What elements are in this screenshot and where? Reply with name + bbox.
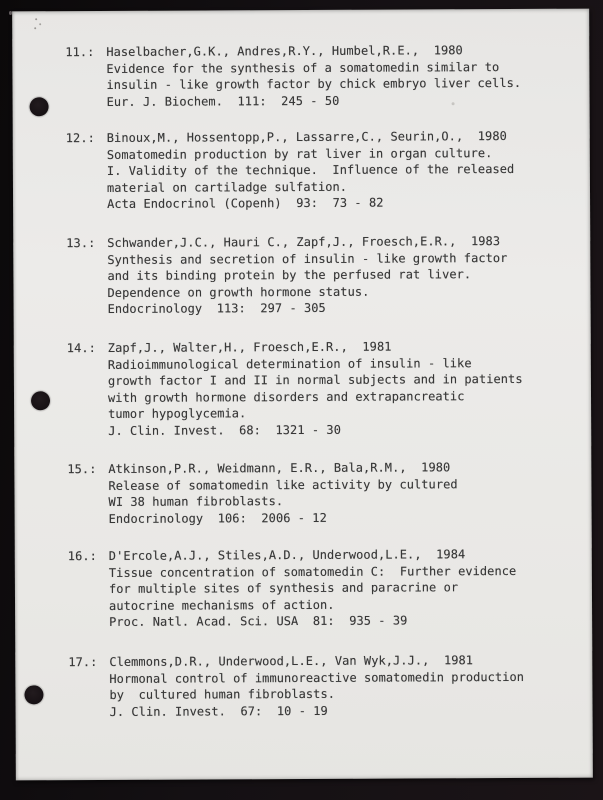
document-page (12, 9, 593, 781)
reference-number: 14.: (66, 341, 96, 356)
reference-line: Radioimmunological determination of insulin - like (107, 355, 472, 372)
reference-number: 16.: (67, 549, 97, 564)
reference-line: growth factor I and II in normal subjects and in patients (107, 371, 523, 388)
reference-line: Endocrinology 106: 2006 - 12 (108, 510, 327, 526)
reference-line: Binoux,M., Hossentopp,P., Lassarre,C., Seurin,O., 1980 (106, 128, 507, 145)
reference-text (109, 652, 524, 720)
reference-line: for multiple sites of synthesis and paracrine or (108, 580, 459, 596)
reference-line: Synthesis and secretion of insulin - like growth factor (107, 250, 508, 267)
reference-text (108, 338, 523, 439)
reference-line: Haselbacher,G.K., Andres,R.Y., Humbel,R.E., 1980 (106, 43, 463, 59)
reference-line: Somatomedin production by rat liver in organ culture. (106, 145, 493, 162)
reference-item (67, 459, 458, 527)
reference-line: Atkinson,P.R., Weidmann, E.R., Bala,R.M., 1980 (108, 460, 451, 476)
reference-line: WI 38 human fibroblasts. (108, 494, 284, 509)
reference-line: Dependence on growth hormone status. (107, 284, 370, 300)
reference-text (106, 42, 521, 110)
reference-line: Schwander,J.C., Hauri C., Zapf,J., Froesch,E.R., 1983 (107, 234, 501, 250)
reference-line: Endocrinology 113: 297 - 305 (107, 300, 326, 316)
reference-text (107, 233, 508, 317)
reference-line: and its binding protein by the perfused rat liver. (107, 267, 472, 283)
reference-line: Evidence for the synthesis of a somatomedin similar to (106, 59, 500, 76)
reference-line: J. Clin. Invest. 68: 1321 - 30 (108, 422, 342, 438)
reference-line: material on cartiladge sulfation. (106, 179, 348, 195)
reference-line: Zapf,J., Walter,H., Froesch,E.R., 1981 (107, 339, 392, 355)
reference-number: 13.: (66, 236, 96, 251)
reference-line: Tissue concentration of somatomedin C: Further evidence (108, 563, 517, 580)
reference-line: Proc. Natl. Acad. Sci. USA 81: 935 - 39 (109, 613, 408, 629)
reference-line: Release of somatomedin like activity by cultured (108, 476, 458, 493)
reference-item (68, 546, 517, 631)
reference-item (67, 338, 523, 439)
reference-line: with growth hormone disorders and extrapancreatic (107, 388, 465, 405)
reference-text (109, 546, 517, 630)
reference-number: 12.: (65, 131, 95, 146)
reference-line: by cultured human fibroblasts. (109, 686, 336, 702)
reference-item (66, 233, 508, 318)
reference-item (65, 42, 521, 110)
reference-number: 11.: (65, 45, 95, 60)
reference-text (107, 128, 515, 212)
reference-text (108, 459, 458, 527)
reference-line: autocrine mechanisms of action. (108, 597, 335, 613)
reference-line: J. Clin. Invest. 67: 10 - 19 (109, 703, 328, 719)
reference-number: 15.: (67, 462, 97, 477)
reference-line: insulin - like growth factor by chick embryo liver cells. (106, 75, 522, 92)
reference-line: Acta Endocrinol (Copenh) 93: 73 - 82 (107, 195, 384, 211)
reference-line: I. Validity of the technique. Influence of the released (106, 161, 515, 178)
reference-line: Eur. J. Biochem. 111: 245 - 50 (106, 93, 340, 109)
reference-item (66, 128, 515, 213)
reference-line: Hormonal control of immunoreactive somatomedin production (109, 669, 525, 686)
reference-list (12, 9, 593, 781)
reference-line: tumor hypoglycemia. (108, 406, 247, 421)
reference-line: Clemmons,D.R., Underwood,L.E., Van Wyk,J.J., 1981 (109, 653, 474, 669)
reference-line: D'Ercole,A.J., Stiles,A.D., Underwood,L.E., 1984 (108, 547, 466, 563)
reference-number: 17.: (68, 655, 98, 670)
reference-item (68, 652, 524, 720)
